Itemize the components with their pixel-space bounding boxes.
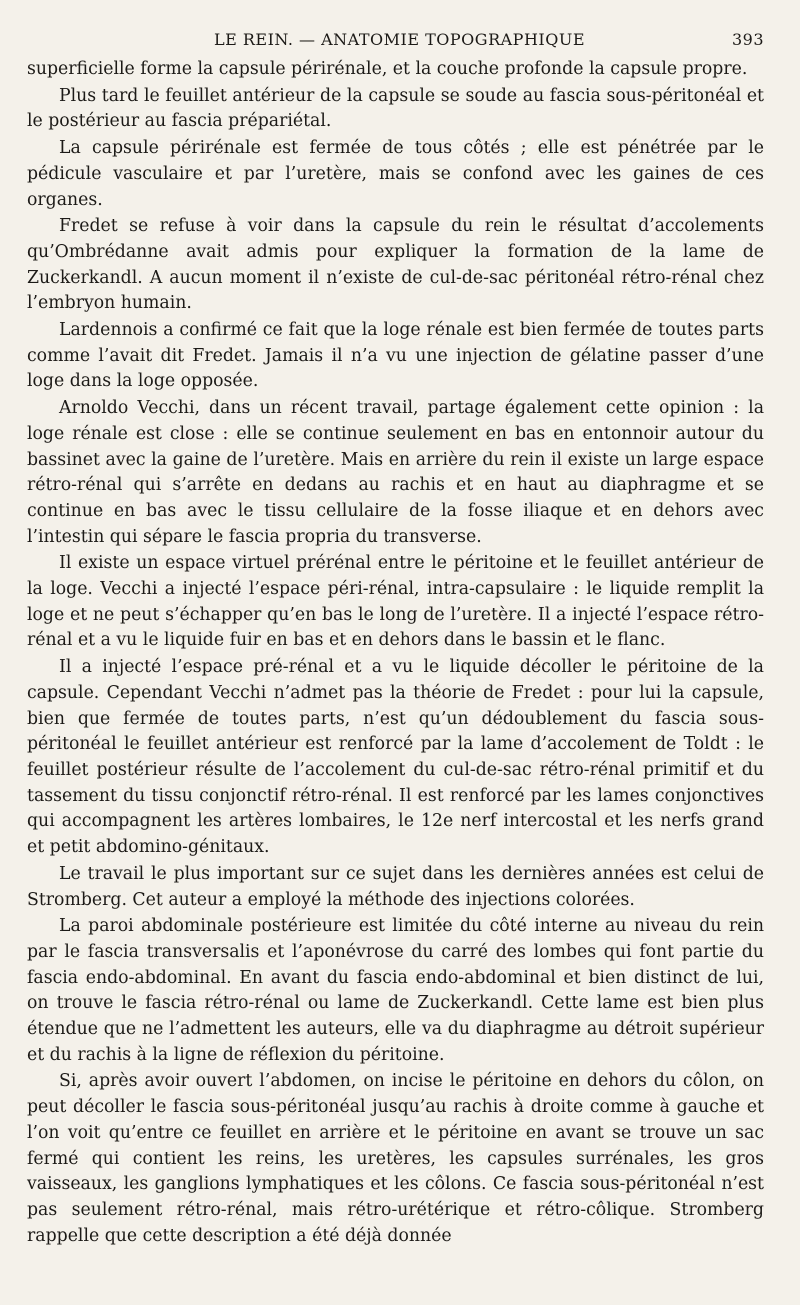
paragraph-9: Le travail le plus important sur ce sujet dans les dernières années est celui de Stromberg. Cet auteur a employé la méthode des injections colorées. bbox=[27, 863, 764, 910]
page-number: 393 bbox=[731, 30, 764, 49]
paragraph-11: Si, après avoir ouvert l’abdomen, on incise le péritoine en dehors du côlon, on peut décoller le fascia sous-péritonéal jusqu’au rachis à droite comme à gauche et l’on voit qu’entre ce feuillet en arrière et le péritoine en avant se trouve un sac fermé qui contient les reins, les uretères, les capsules surrénales, les gros vaisseaux, les ganglions lymphatiques et les côlons. Ce fascia sous-péritonéal n’est pas seulement rétro-rénal, mais rétro-urétérique et rétro-côlique. Stromberg rappelle que cette description a été déjà donnée bbox=[27, 1071, 764, 1246]
paragraph-4: Fredet se refuse à voir dans la capsule du rein le résultat d’accolements qu’Ombrédanne avait admis pour expliquer la formation de la lame de Zuckerkandl. A aucun moment il n’existe de cul-de-sac péritonéal rétro-rénal chez l’embryon humain. bbox=[27, 216, 764, 314]
paragraph-3: La capsule périrénale est fermée de tous côtés ; elle est pénétrée par le pédicule vasculaire et par l’uretère, mais se confond avec les gaines de ces organes. bbox=[27, 138, 764, 210]
running-header bbox=[27, 30, 764, 49]
body-text bbox=[27, 57, 764, 1249]
paragraph-1: superficielle forme la capsule périrénale, et la couche profonde la capsule propre. bbox=[27, 59, 748, 79]
paragraph-7: Il existe un espace virtuel prérénal entre le péritoine et le feuillet antérieur de la loge. Vecchi a injecté l’espace péri-rénal, intra-capsulaire : le liquide remplit la loge et ne peut s’échapper qu’en bas le long de l’uretère. Il a injecté l’espace rétro-rénal et a vu le liquide fuir en bas et en dehors dans le bassin et le flanc. bbox=[27, 553, 764, 651]
paragraph-5: Lardennois a confirmé ce fait que la loge rénale est bien fermée de toutes parts comme l’avait dit Fredet. Jamais il n’a vu une injection de gélatine passer d’une loge dans la loge opposée. bbox=[27, 320, 764, 392]
paragraph-8: Il a injecté l’espace pré-rénal et a vu le liquide décoller le péritoine de la capsule. Cependant Vecchi n’admet pas la théorie de Fredet : pour lui la capsule, bien que fermée de toutes parts, n’est qu’un dédoublement du fascia sous-péritonéal le feuillet antérieur est renforcé par la lame d’accolement de Toldt : le feuillet postérieur résulte de l’accolement du cul-de-sac rétro-rénal primitif et du tassement du tissu conjonctif rétro-rénal. Il est renforcé par les lames conjonctives qui accompagnent les artères lombaires, le 12e nerf intercostal et les nerfs grand et petit abdomino-génitaux. bbox=[27, 657, 764, 858]
running-title: LE REIN. — ANATOMIE TOPOGRAPHIQUE bbox=[213, 30, 585, 49]
paragraph-10: La paroi abdominale postérieure est limitée du côté interne au niveau du rein par le fascia transversalis et l’aponévrose du carré des lombes qui font partie du fascia endo-abdominal. En avant du fascia endo-abdominal et bien distinct de lui, on trouve le fascia rétro-rénal ou lame de Zuckerkandl. Cette lame est bien plus étendue que ne l’admettent les auteurs, elle va du diaphragme au détroit supérieur et du rachis à la ligne de réflexion du péritoine. bbox=[27, 916, 764, 1065]
paragraph-2: Plus tard le feuillet antérieur de la capsule se soude au fascia sous-péritonéal et le postérieur au fascia prépariétal. bbox=[27, 85, 764, 132]
paragraph-6: Arnoldo Vecchi, dans un récent travail, partage également cette opinion : la loge rénale est close : elle se continue seulement en bas en entonnoir autour du bassinet avec la gaine de l’uretère. Mais en arrière du rein il existe un large espace rétro-rénal qui s’arrête en dedans au rachis et en haut au diaphragme et se continue en bas avec le tissu cellulaire de la fosse iliaque et en dehors avec l’intestin qui sépare le fascia propria du transverse. bbox=[27, 398, 764, 547]
